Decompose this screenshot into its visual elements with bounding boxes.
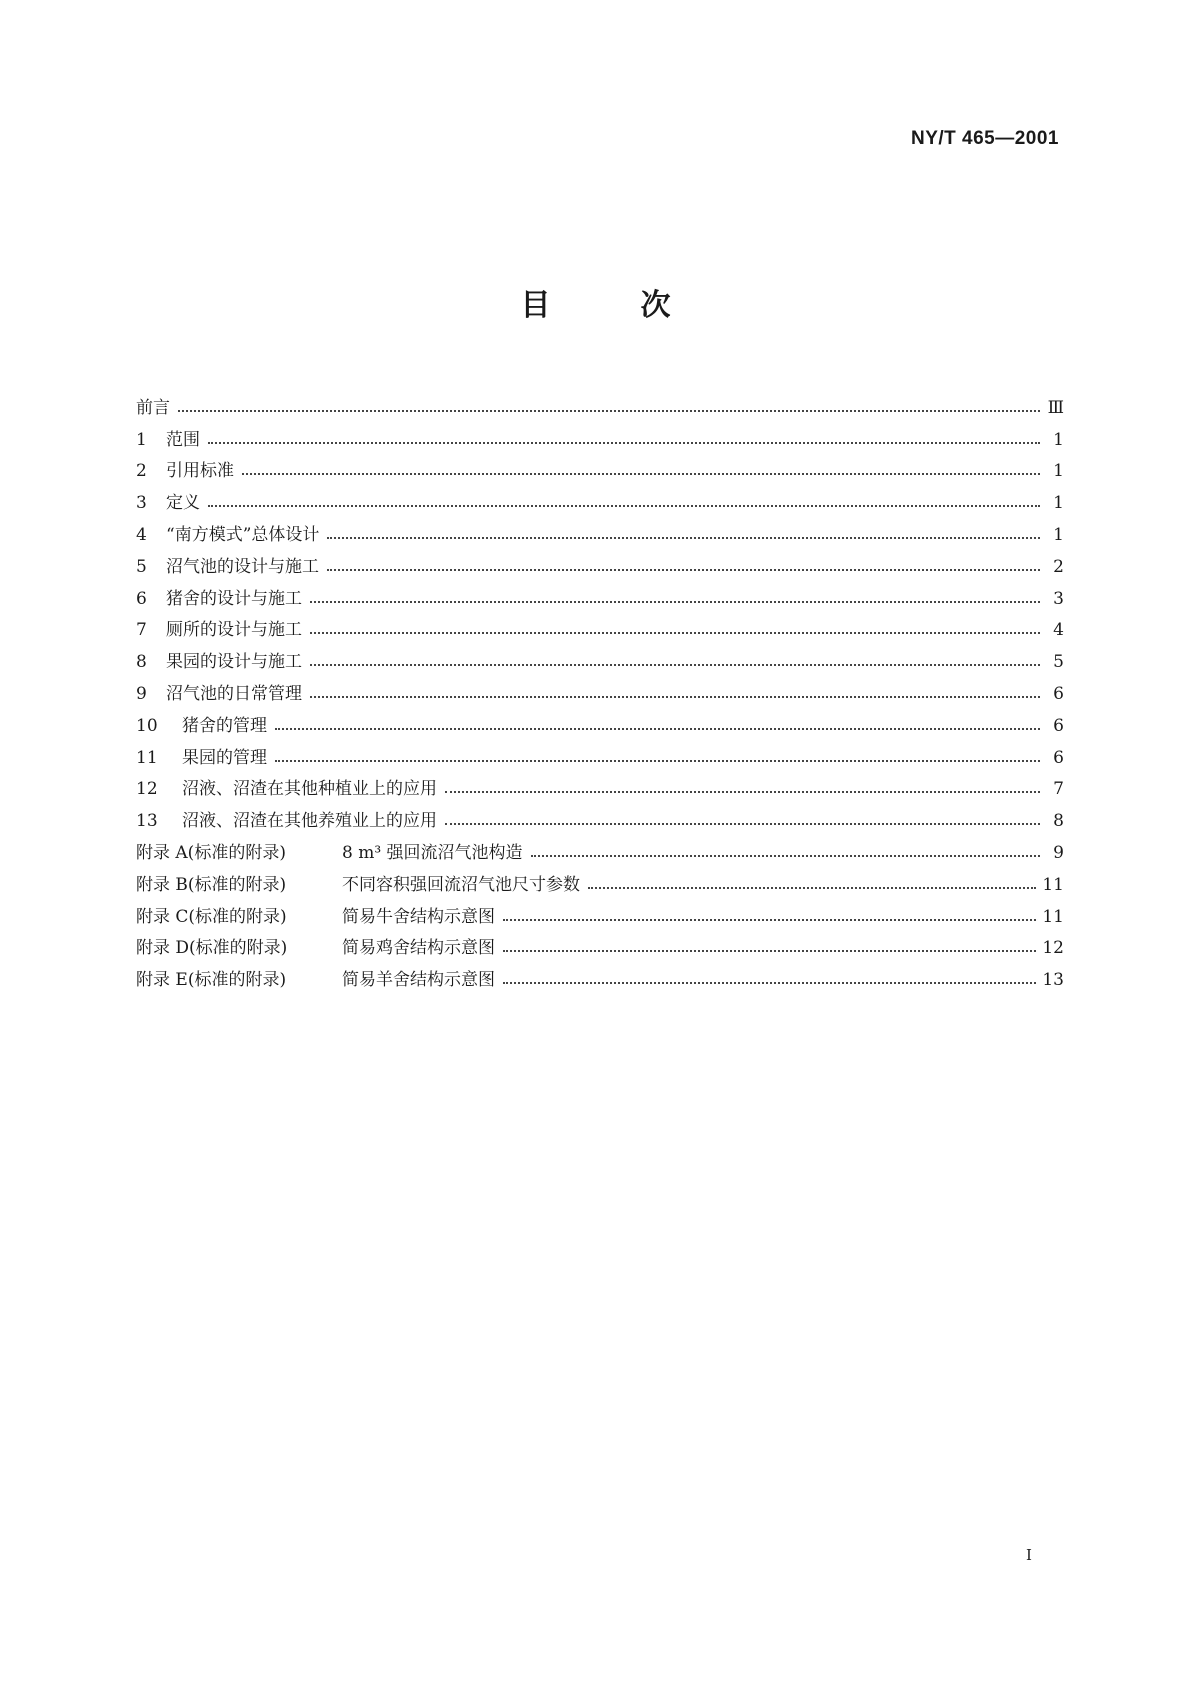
toc-entry-appendix-a[interactable] — [136, 831, 1064, 863]
toc-entry-6[interactable] — [136, 577, 1064, 609]
toc-entry-appendix-b[interactable] — [136, 863, 1064, 895]
appendix-prefix: 附录 D(标准的附录) — [136, 938, 288, 959]
toc-entry-label: 前言 — [136, 397, 170, 418]
toc-entry-page: 5 — [1053, 652, 1064, 673]
toc-entry-2[interactable] — [136, 450, 1064, 482]
toc-entry-number: 10 — [136, 715, 158, 736]
toc-entry-number: 4 — [136, 524, 147, 545]
toc-entry-7[interactable] — [136, 609, 1064, 641]
toc-entry-page: 3 — [1053, 588, 1064, 609]
toc-entry-page: 1 — [1053, 524, 1064, 545]
toc-entry-page: 1 — [1053, 493, 1064, 514]
dot-leader — [503, 950, 1036, 952]
toc-entry-label: 沼气池的设计与施工 — [166, 556, 319, 577]
toc-entry-number: 11 — [136, 747, 158, 768]
toc-entry-page: 13 — [1042, 970, 1064, 991]
toc-entry-label: 猪舍的设计与施工 — [166, 588, 302, 609]
dot-leader — [445, 823, 1040, 825]
toc-entry-page: Ⅲ — [1047, 397, 1064, 418]
dot-leader — [588, 887, 1036, 889]
toc-entry-4[interactable] — [136, 513, 1064, 545]
toc-entry-foreword[interactable] — [136, 386, 1064, 418]
toc-entry-label: 厕所的设计与施工 — [166, 620, 302, 641]
toc-entry-page: 1 — [1053, 461, 1064, 482]
title-char-1: 目 — [520, 288, 551, 323]
toc-entry-page: 12 — [1042, 938, 1064, 959]
toc-entry-appendix-e[interactable] — [136, 958, 1064, 990]
toc-entry-label: 沼液、沼渣在其他养殖业上的应用 — [182, 811, 437, 832]
dot-leader — [310, 601, 1040, 603]
appendix-prefix: 附录 C(标准的附录) — [136, 906, 287, 927]
toc-entry-label: 8 m³ 强回流沼气池构造 — [342, 842, 523, 863]
dot-leader — [310, 696, 1040, 698]
dot-leader — [327, 537, 1040, 539]
toc-entry-10[interactable] — [136, 704, 1064, 736]
toc-entry-label: 沼气池的日常管理 — [166, 683, 302, 704]
toc-entry-number: 13 — [136, 811, 158, 832]
toc-entry-page: 2 — [1053, 556, 1064, 577]
toc-entry-page: 11 — [1042, 906, 1064, 927]
toc-entry-number: 12 — [136, 779, 158, 800]
toc-entry-number: 7 — [136, 620, 147, 641]
dot-leader — [275, 728, 1040, 730]
standard-code: NY/T 465—2001 — [910, 128, 1059, 149]
toc-entry-number: 5 — [136, 556, 147, 577]
toc-entry-appendix-c[interactable] — [136, 895, 1064, 927]
toc-entry-11[interactable] — [136, 736, 1064, 768]
toc-entry-13[interactable] — [136, 799, 1064, 831]
toc-entry-label: 沼液、沼渣在其他种植业上的应用 — [182, 779, 437, 800]
appendix-prefix: 附录 B(标准的附录) — [136, 874, 287, 895]
page-title — [0, 280, 1191, 324]
toc-entry-label: 范围 — [166, 429, 200, 450]
toc-entry-label: 定义 — [166, 493, 200, 514]
dot-leader — [310, 664, 1040, 666]
dot-leader — [208, 505, 1040, 507]
toc-entry-label: 果园的设计与施工 — [166, 652, 302, 673]
toc-entry-number: 2 — [136, 461, 147, 482]
appendix-prefix: 附录 E(标准的附录) — [136, 970, 287, 991]
toc-entry-1[interactable] — [136, 418, 1064, 450]
toc-entry-label: 简易羊舍结构示意图 — [342, 970, 495, 991]
dot-leader — [178, 410, 1040, 412]
toc-entry-label: 简易鸡舍结构示意图 — [342, 938, 495, 959]
toc-entry-9[interactable] — [136, 672, 1064, 704]
dot-leader — [275, 760, 1040, 762]
toc-entry-page: 6 — [1053, 715, 1064, 736]
toc-entry-page: 6 — [1053, 747, 1064, 768]
toc-entry-page: 8 — [1053, 811, 1064, 832]
toc-entry-page: 9 — [1053, 842, 1064, 863]
dot-leader — [503, 982, 1036, 984]
toc-entry-number: 3 — [136, 493, 147, 514]
toc-entry-page: 4 — [1053, 620, 1064, 641]
dot-leader — [310, 632, 1040, 634]
appendix-prefix: 附录 A(标准的附录) — [136, 842, 286, 863]
toc-entry-number: 1 — [136, 429, 147, 450]
toc-entry-number: 6 — [136, 588, 147, 609]
toc-entry-page: 11 — [1042, 874, 1064, 895]
toc-entry-3[interactable] — [136, 481, 1064, 513]
page-number: I — [1026, 1546, 1032, 1564]
toc-entry-page: 1 — [1053, 429, 1064, 450]
toc-entry-label: 引用标准 — [166, 461, 234, 482]
dot-leader — [327, 569, 1040, 571]
dot-leader — [242, 473, 1040, 475]
title-char-2: 次 — [640, 288, 671, 323]
toc-entry-label: 简易牛舍结构示意图 — [342, 906, 495, 927]
toc-entry-label: “南方模式”总体设计 — [166, 524, 320, 545]
toc-entry-label: 不同容积强回流沼气池尺寸参数 — [342, 874, 580, 895]
dot-leader — [503, 919, 1036, 921]
dot-leader — [445, 791, 1040, 793]
toc-entry-5[interactable] — [136, 545, 1064, 577]
toc-entry-page: 6 — [1053, 683, 1064, 704]
table-of-contents — [136, 386, 1064, 990]
toc-entry-label: 猪舍的管理 — [182, 715, 267, 736]
toc-entry-page: 7 — [1053, 779, 1064, 800]
toc-entry-8[interactable] — [136, 640, 1064, 672]
dot-leader — [208, 442, 1040, 444]
toc-entry-number: 9 — [136, 683, 147, 704]
dot-leader — [531, 855, 1040, 857]
toc-entry-label: 果园的管理 — [182, 747, 267, 768]
toc-entry-appendix-d[interactable] — [136, 927, 1064, 959]
toc-entry-12[interactable] — [136, 768, 1064, 800]
toc-entry-number: 8 — [136, 652, 147, 673]
